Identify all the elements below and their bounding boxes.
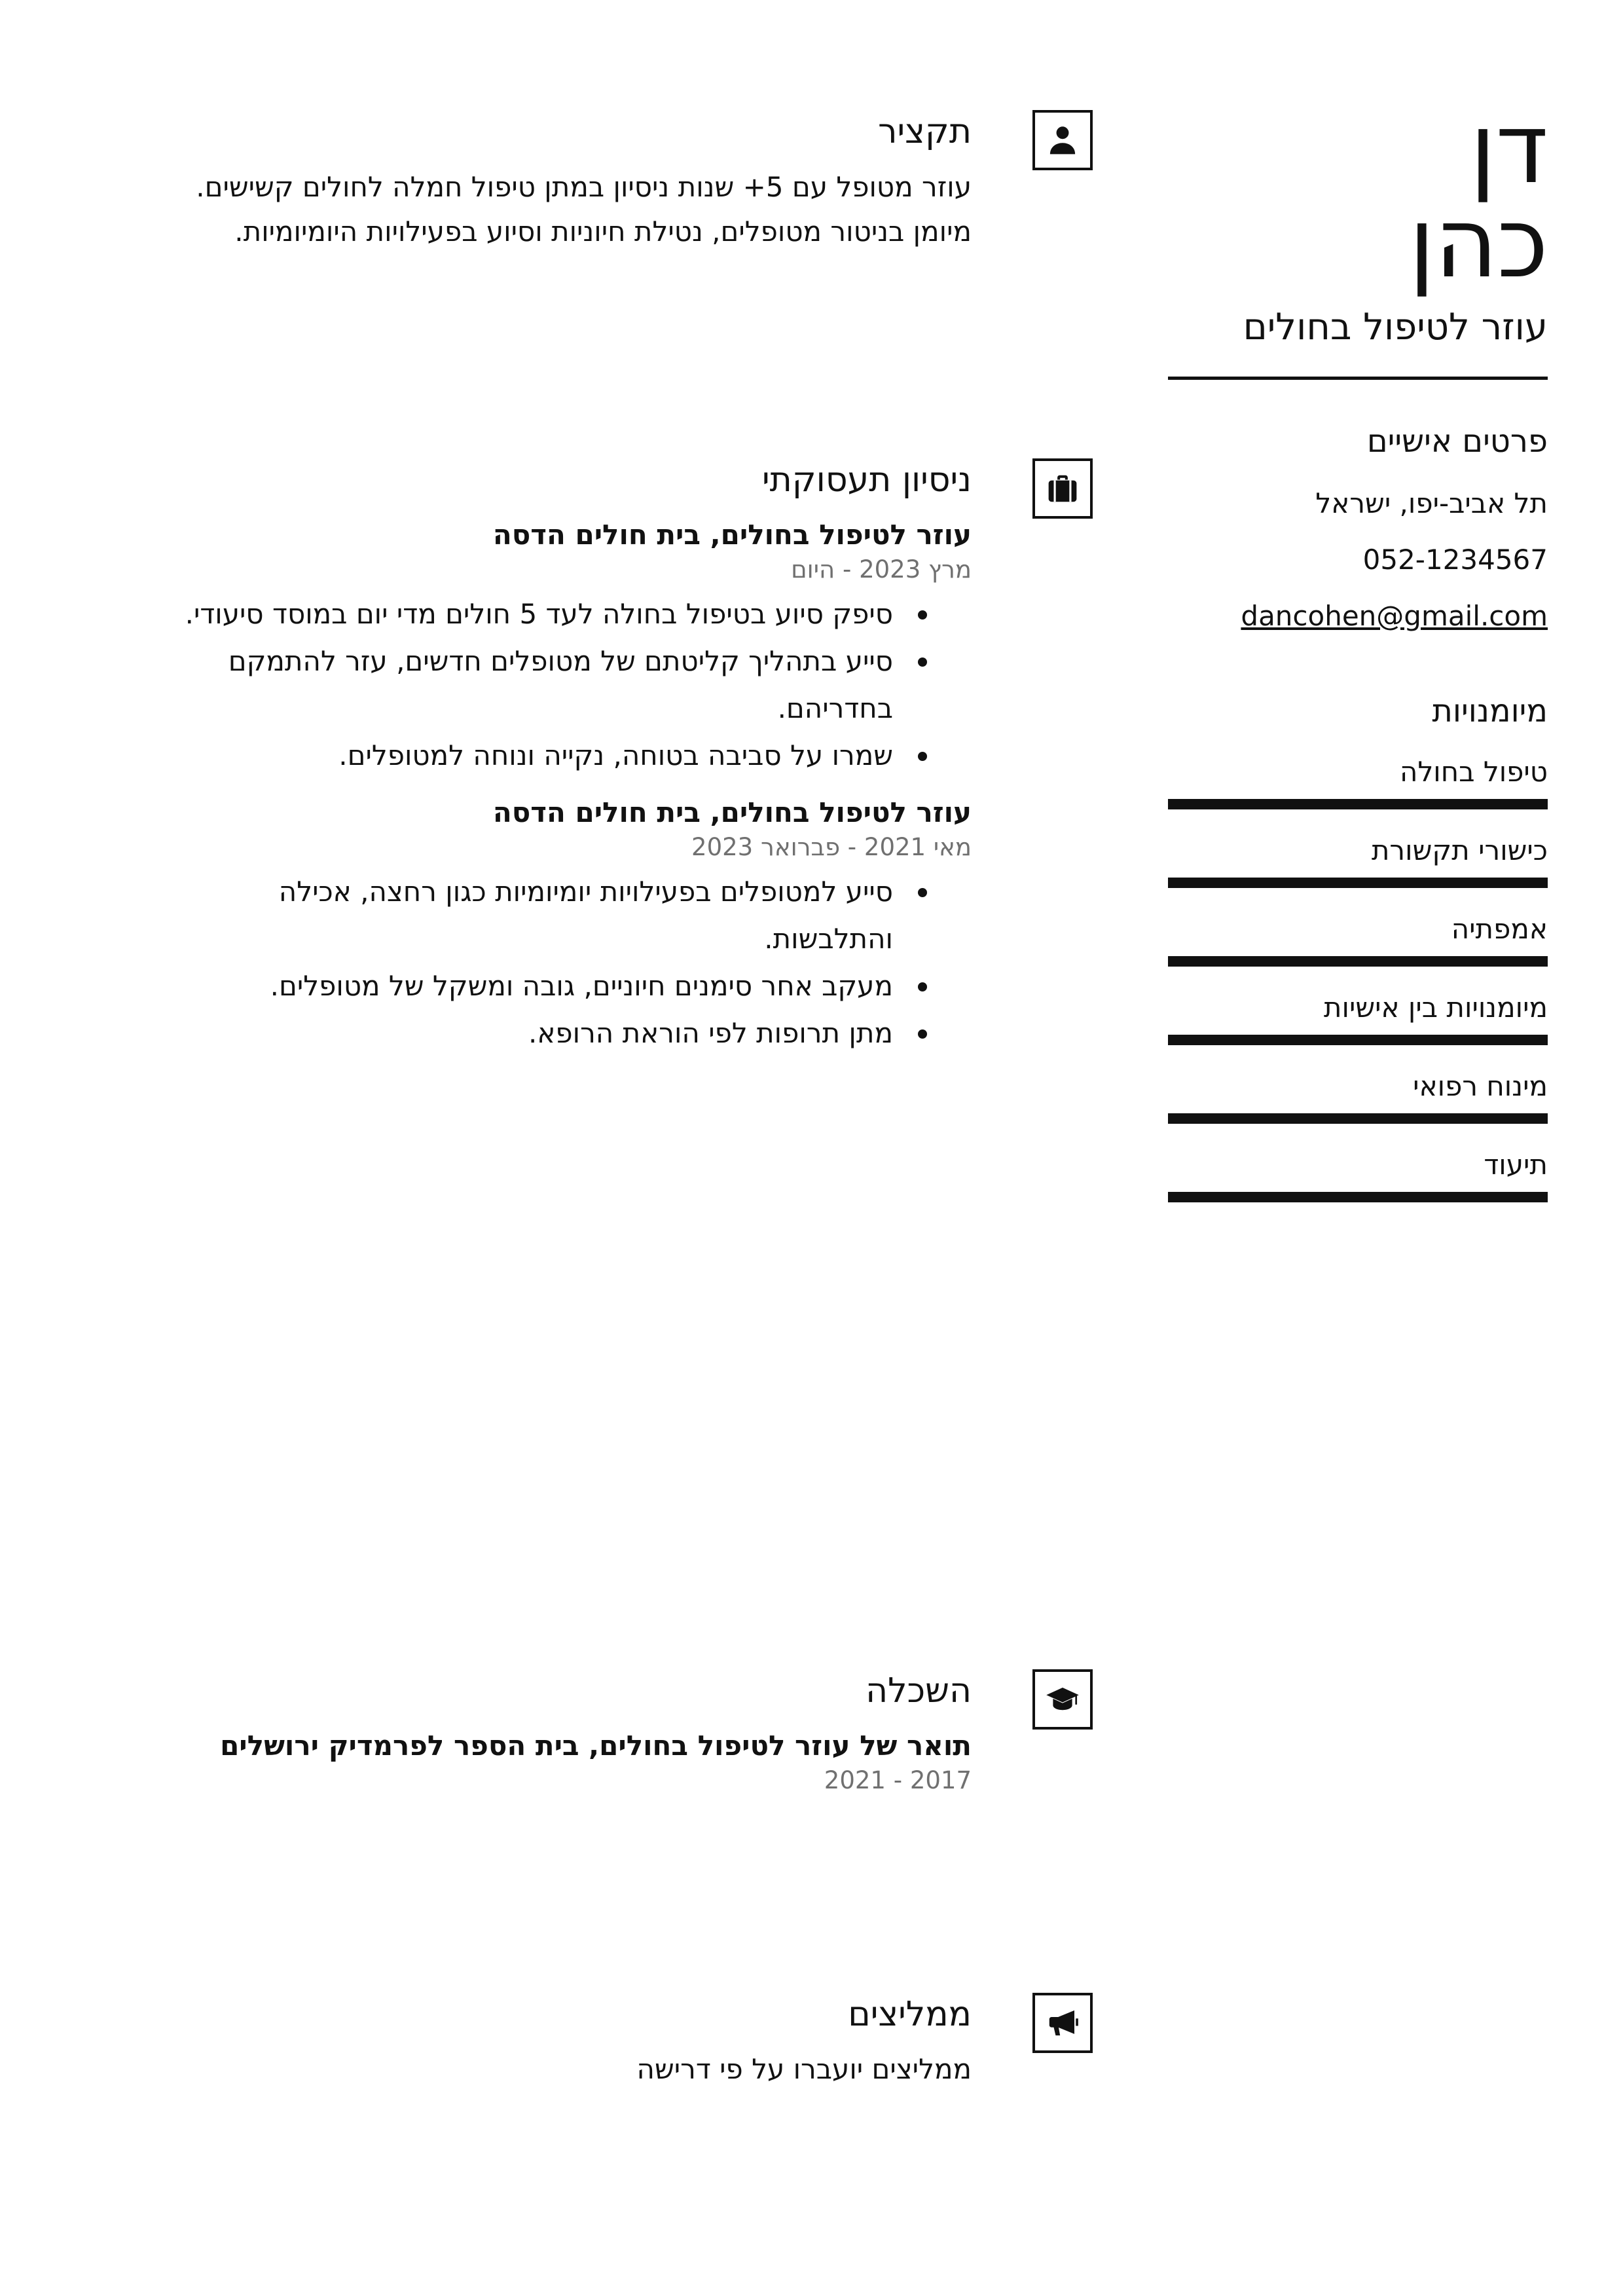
skill-label: אמפתיה [1451, 913, 1548, 945]
education-section [160, 1669, 972, 1796]
skill-level-bar [1168, 799, 1548, 809]
job-entry [160, 794, 972, 1057]
header-divider [1168, 377, 1548, 380]
skill-label: מיומנויות בין אישיות [1323, 991, 1548, 1024]
skills-heading: מיומנויות [1432, 693, 1548, 730]
skill-label: טיפול בחולה [1400, 756, 1548, 788]
skill-level-bar [1168, 956, 1548, 967]
references-text: ממליצים יועברו על פי דרישה [636, 2053, 972, 2085]
references-section [160, 1993, 972, 2091]
job-entry-dates: מרץ 2023 - היום [791, 555, 972, 583]
bullet-item: מתן תרופות לפי הוראת הרופא. [160, 1010, 893, 1057]
skill-label: תיעוד [1484, 1149, 1548, 1181]
skill-item [1168, 989, 1548, 1045]
bullet-item: סייע בתהליך קליטתם של מטופלים חדשים, עזר להתמקם בחדריהם. [160, 638, 893, 732]
education-dates: 2017 - 2021 [824, 1766, 972, 1794]
personal-details-heading: פרטים אישיים [1366, 423, 1548, 460]
experience-heading: ניסיון תעסוקתי [761, 460, 972, 500]
last-name: כהן [1408, 187, 1548, 299]
skill-item [1168, 1067, 1548, 1124]
bullet-item: סייע למטופלים בפעילויות יומיומיות כגון רחצה, אכילה והתלבשות. [160, 868, 893, 963]
job-bullets [160, 868, 972, 1057]
summary-section [160, 110, 972, 254]
degree-title: תואר של עוזר לטיפול בחולים, בית הספר לפרמדיק ירושלים [220, 1730, 972, 1762]
location: תל אביב-יפו, ישראל [1315, 487, 1548, 519]
person-icon [1032, 110, 1093, 170]
graduation-cap-icon [1032, 1669, 1093, 1730]
skill-item [1168, 753, 1548, 809]
bullet-item: סיפק סיוע בטיפול בחולה לעד 5 חולים מדי יום במוסד סיעודי. [160, 591, 893, 638]
bullet-item: מעקב אחר סימנים חיוניים, גובה ומשקל של מטופלים. [160, 963, 893, 1010]
sidebar [1168, 92, 1548, 1202]
skill-level-bar [1168, 1035, 1548, 1045]
skill-label: כישורי תקשורת [1371, 834, 1548, 866]
bullet-item: שמרו על סביבה בטוחה, נקייה ונוחה למטופלים. [160, 732, 893, 779]
skill-level-bar [1168, 1192, 1548, 1202]
summary-heading: תקציר [878, 112, 972, 151]
email-link[interactable]: dancohen@gmail.com [1241, 600, 1548, 632]
summary-text: עוזר מטופל עם 5+ שנות ניסיון במתן טיפול חמלה לחולים קשישים. מיומן בניטור מטופלים, נטילת חיוניות וסיוע בפעילויות היומיומיות. [196, 171, 972, 248]
skills-list [1168, 753, 1548, 1202]
job-bullets [160, 591, 972, 779]
skill-item [1168, 910, 1548, 967]
job-entry-dates: מאי 2021 - פברואר 2023 [691, 833, 972, 861]
candidate-name [1168, 92, 1548, 299]
skill-item [1168, 832, 1548, 888]
phone: 052-1234567 [1362, 544, 1548, 576]
briefcase-icon [1032, 458, 1093, 519]
first-name: דן [1469, 92, 1548, 205]
skill-label: מינוח רפואי [1413, 1070, 1548, 1102]
skill-level-bar [1168, 1113, 1548, 1124]
job-entry-title: עוזר לטיפול בחולים, בית חולים הדסה [492, 796, 972, 828]
skill-item [1168, 1146, 1548, 1202]
references-heading: ממליצים [848, 1995, 972, 2034]
job-title: עוזר לטיפול בחולים [1243, 306, 1548, 348]
education-heading: השכלה [866, 1671, 972, 1711]
skill-level-bar [1168, 878, 1548, 888]
experience-section [160, 458, 972, 1057]
job-entry-title: עוזר לטיפול בחולים, בית חולים הדסה [492, 519, 972, 551]
job-entry [160, 516, 972, 779]
megaphone-icon [1032, 1993, 1093, 2053]
